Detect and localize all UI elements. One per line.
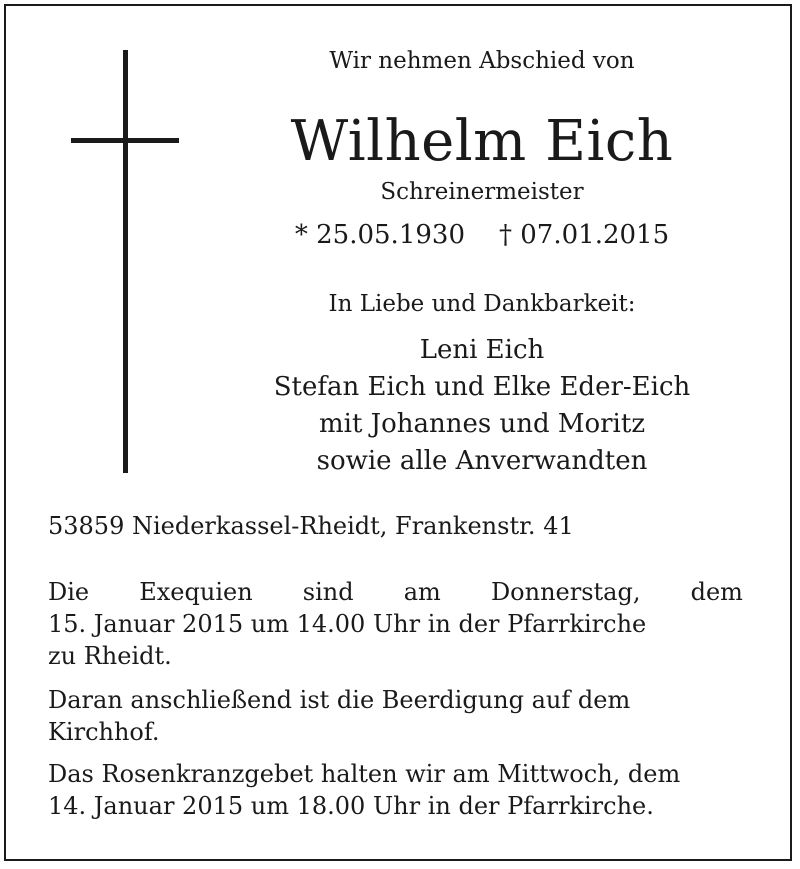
paragraph-line: Daran anschließend ist die Beerdigung auf dem xyxy=(48,686,631,714)
cross-icon xyxy=(123,50,128,473)
paragraph-line: 15. Januar 2015 um 14.00 Uhr in der Pfarrkirche xyxy=(48,610,647,638)
paragraph-line xyxy=(48,576,743,608)
funeral-mass-paragraph xyxy=(48,576,743,672)
word: Donnerstag, xyxy=(490,578,641,606)
intro-text: Wir nehmen Abschied von xyxy=(329,48,635,74)
family-list xyxy=(220,332,744,480)
dedication: In Liebe und Dankbarkeit: xyxy=(328,291,636,317)
profession: Schreinermeister xyxy=(380,179,584,205)
word: dem xyxy=(690,578,743,606)
family-member: sowie alle Anverwandten xyxy=(316,446,648,476)
paragraph-line: zu Rheidt. xyxy=(48,642,172,670)
birth-date: * 25.05.1930 xyxy=(294,220,465,250)
family-member: Leni Eich xyxy=(419,335,545,365)
word: am xyxy=(403,578,441,606)
word: Die xyxy=(48,578,90,606)
address: 53859 Niederkassel-Rheidt, Frankenstr. 41 xyxy=(48,512,574,540)
paragraph-line: Das Rosenkranzgebet halten wir am Mittwoch, dem xyxy=(48,760,681,788)
death-date: † 07.01.2015 xyxy=(499,220,670,250)
rosary-paragraph xyxy=(48,758,743,822)
family-member: mit Johannes und Moritz xyxy=(318,409,646,439)
paragraph-line: 14. Januar 2015 um 18.00 Uhr in der Pfarrkirche. xyxy=(48,792,654,820)
word: Exequien xyxy=(139,578,253,606)
life-dates xyxy=(220,218,744,252)
word: sind xyxy=(302,578,354,606)
paragraph-line: Kirchhof. xyxy=(48,718,160,746)
family-member: Stefan Eich und Elke Eder-Eich xyxy=(273,372,691,402)
burial-paragraph xyxy=(48,684,743,748)
deceased-name: Wilhelm Eich xyxy=(290,109,674,174)
cross-icon-beam xyxy=(71,138,179,143)
